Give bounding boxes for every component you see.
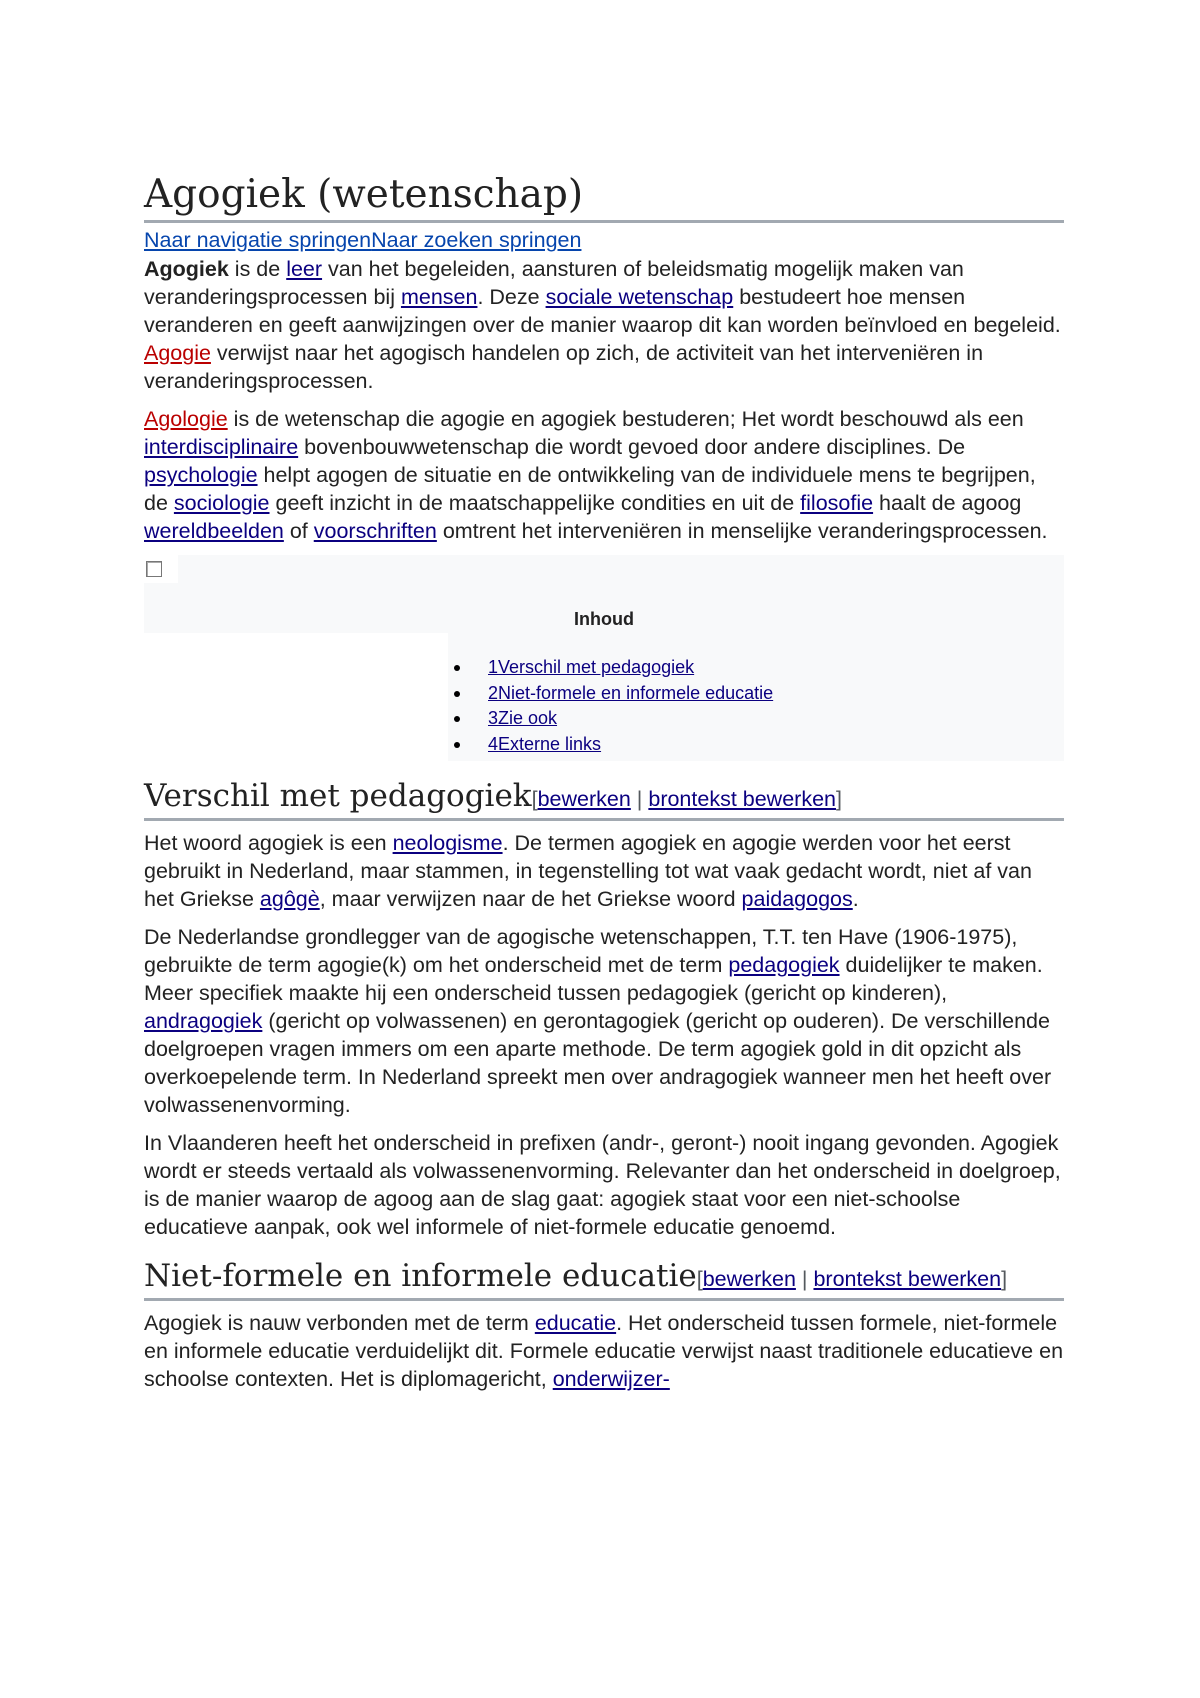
text: . Deze [477, 285, 546, 309]
link-mensen[interactable]: mensen [400, 285, 478, 309]
edit-link[interactable]: bewerken [702, 1267, 796, 1291]
text: , maar verwijzen naar de het Griekse woord [319, 887, 742, 911]
link-sociologie[interactable]: sociologie [173, 491, 270, 515]
link-filosofie[interactable]: filosofie [800, 491, 874, 515]
skip-links [144, 225, 1064, 255]
text: geeft inzicht in de maatschappelijke condities en uit de [269, 491, 801, 515]
bracket: [ [696, 1267, 703, 1291]
text: van het begeleiden, aansturen of beleidsmatig mogelijk maken van veranderingsprocessen bij [144, 257, 964, 309]
toc-spacer [144, 633, 448, 761]
text: bovenbouwwetenschap die wordt gevoed door andere disciplines. De [298, 435, 966, 459]
skip-to-navigation-link[interactable]: Naar navigatie springen [144, 228, 372, 252]
toc-link-4[interactable] [488, 734, 601, 754]
link-onderwijzer[interactable]: onderwijzer- [552, 1367, 670, 1391]
text: is de [228, 257, 287, 281]
section1-paragraph-3: In Vlaanderen heeft het onderscheid in prefixen (andr-, geront-) nooit ingang gevonden. Agogiek wordt er steeds vertaald als volwassenenvorming. Relevanter dan het onderscheid in doelgroep, is de manier waarop de agoog aan de slag gaat: agogiek staat voor een niet-schoolse educatieve aanpak, ook wel informele of niet-formele educatie genoemd. [144, 1131, 1061, 1239]
text: omtrent het interveniëren in menselijke veranderingsprocessen. [436, 519, 1048, 543]
bullet-icon [454, 691, 460, 697]
separator: | [630, 787, 649, 811]
link-wereldbeelden[interactable]: wereldbeelden [144, 519, 284, 543]
text: (gericht op volwassenen) en gerontagogiek (gericht op ouderen). De verschillende doelgroepen vragen immers om een aparte methode. De term agogiek gold in dit opzicht als overkoepelende term. In Nederland spreekt men over andragogiek wanneer men het heeft over volwassenenvorming. [144, 1009, 1052, 1117]
bracket: [ [531, 787, 538, 811]
section1-paragraph-1 [144, 829, 1064, 913]
link-voorschriften[interactable]: voorschriften [313, 519, 437, 543]
intro-paragraph-1 [144, 255, 1064, 395]
toc-link-2[interactable] [488, 683, 773, 703]
edit-source-link[interactable]: brontekst bewerken [648, 787, 836, 811]
link-andragogiek[interactable]: andragogiek [144, 1009, 263, 1033]
bold-term: Agogiek [144, 257, 229, 281]
toc-number: 4 [488, 733, 499, 754]
text: of [283, 519, 314, 543]
text: . [852, 887, 859, 911]
link-neologisme[interactable]: neologisme [392, 831, 503, 855]
bracket: ] [1001, 1267, 1008, 1291]
bullet-icon [454, 716, 460, 722]
link-interdisciplinaire[interactable]: interdisciplinaire [144, 435, 299, 459]
toc-title: Inhoud [574, 609, 634, 629]
toc-link-3[interactable] [488, 708, 557, 728]
link-educatie[interactable]: educatie [534, 1311, 617, 1335]
link-agoge[interactable]: agôgè [259, 887, 320, 911]
section-heading-2 [144, 1257, 1064, 1301]
link-paidagogos[interactable]: paidagogos [741, 887, 853, 911]
text: bestudeert hoe mensen veranderen en geeft aanwijzingen over de manier waarop dit kan worden beïnvloed en begeleid. [144, 285, 1061, 337]
link-agogie[interactable]: Agogie [144, 341, 211, 365]
section1-paragraph-2 [144, 923, 1064, 1119]
page-title: Agogiek (wetenschap) [144, 172, 1064, 223]
section2-paragraph-1 [144, 1309, 1064, 1393]
text: . De termen agogiek en agogie werden voor het eerst gebruikt in Nederland, maar stammen, in tegenstelling tot wat vaak gedacht wordt, niet af van het Griekse [144, 831, 1032, 911]
link-pedagogiek[interactable]: pedagogiek [728, 953, 840, 977]
link-agologie[interactable]: Agologie [144, 407, 228, 431]
toc-list [448, 655, 773, 757]
edit-links [697, 1267, 1007, 1291]
toc-label: Verschil met pedagogiek [498, 657, 695, 677]
edit-link[interactable]: bewerken [537, 787, 631, 811]
section-heading-1 [144, 777, 1064, 821]
bullet-icon [454, 742, 460, 748]
link-leer[interactable]: leer [286, 257, 323, 281]
edit-source-link[interactable]: brontekst bewerken [813, 1267, 1002, 1291]
toc-item [448, 655, 773, 681]
text: helpt agogen de situatie en de ontwikkeling van de individuele mens te begrijpen, de [144, 463, 1036, 515]
section-heading-text: Niet-formele en informele educatie [144, 1258, 697, 1294]
toc-label: Niet-formele en informele educatie [498, 682, 774, 703]
intro-paragraph-2 [144, 405, 1064, 545]
text: duidelijker te maken. Meer specifiek maakte hij een onderscheid tussen pedagogiek (gericht op kinderen), [144, 953, 1043, 1005]
toc-label: Zie ook [498, 708, 558, 728]
toc-toggle-checkbox[interactable] [146, 561, 162, 577]
toc-number: 2 [488, 682, 499, 703]
text: is de wetenschap die agogie en agogiek bestuderen; Het wordt beschouwd als een [227, 407, 1024, 431]
toc-toggle-wrap [144, 555, 178, 583]
text: De Nederlandse grondlegger van de agogische wetenschappen, T.T. ten Have (1906-1975), gebruikte de term agogie(k) om het onderscheid met de term [144, 925, 1018, 977]
skip-to-search-link[interactable]: Naar zoeken springen [371, 228, 582, 252]
link-psychologie[interactable]: psychologie [144, 463, 258, 487]
text: haalt de agoog [873, 491, 1022, 515]
separator: | [795, 1267, 814, 1291]
toc-number: 3 [488, 708, 499, 728]
toc-item [448, 732, 773, 758]
article-content [144, 172, 1064, 1403]
toc-item [448, 706, 773, 732]
bracket: ] [836, 787, 842, 811]
toc-item [448, 681, 773, 707]
edit-links [532, 787, 842, 811]
toc-link-1[interactable] [488, 657, 694, 677]
bullet-icon [454, 665, 460, 671]
text: Agogiek is nauw verbonden met de term [144, 1311, 535, 1335]
section-heading-text: Verschil met pedagogiek [144, 778, 532, 814]
link-sociale-wetenschap[interactable]: sociale wetenschap [545, 285, 734, 309]
text: Het woord agogiek is een [144, 831, 393, 855]
toc-number: 1 [488, 657, 499, 677]
text: verwijst naar het agogisch handelen op zich, de activiteit van het interveniëren in veranderingsprocessen. [144, 341, 984, 393]
toc-label: Externe links [498, 733, 602, 754]
text: . Het onderscheid tussen formele, niet-formele en informele educatie verduidelijkt dit. Formele educatie verwijst naast traditionele educatieve en schoolse contexten. Het is diplomagericht, [144, 1311, 1064, 1391]
table-of-contents [144, 555, 1064, 761]
